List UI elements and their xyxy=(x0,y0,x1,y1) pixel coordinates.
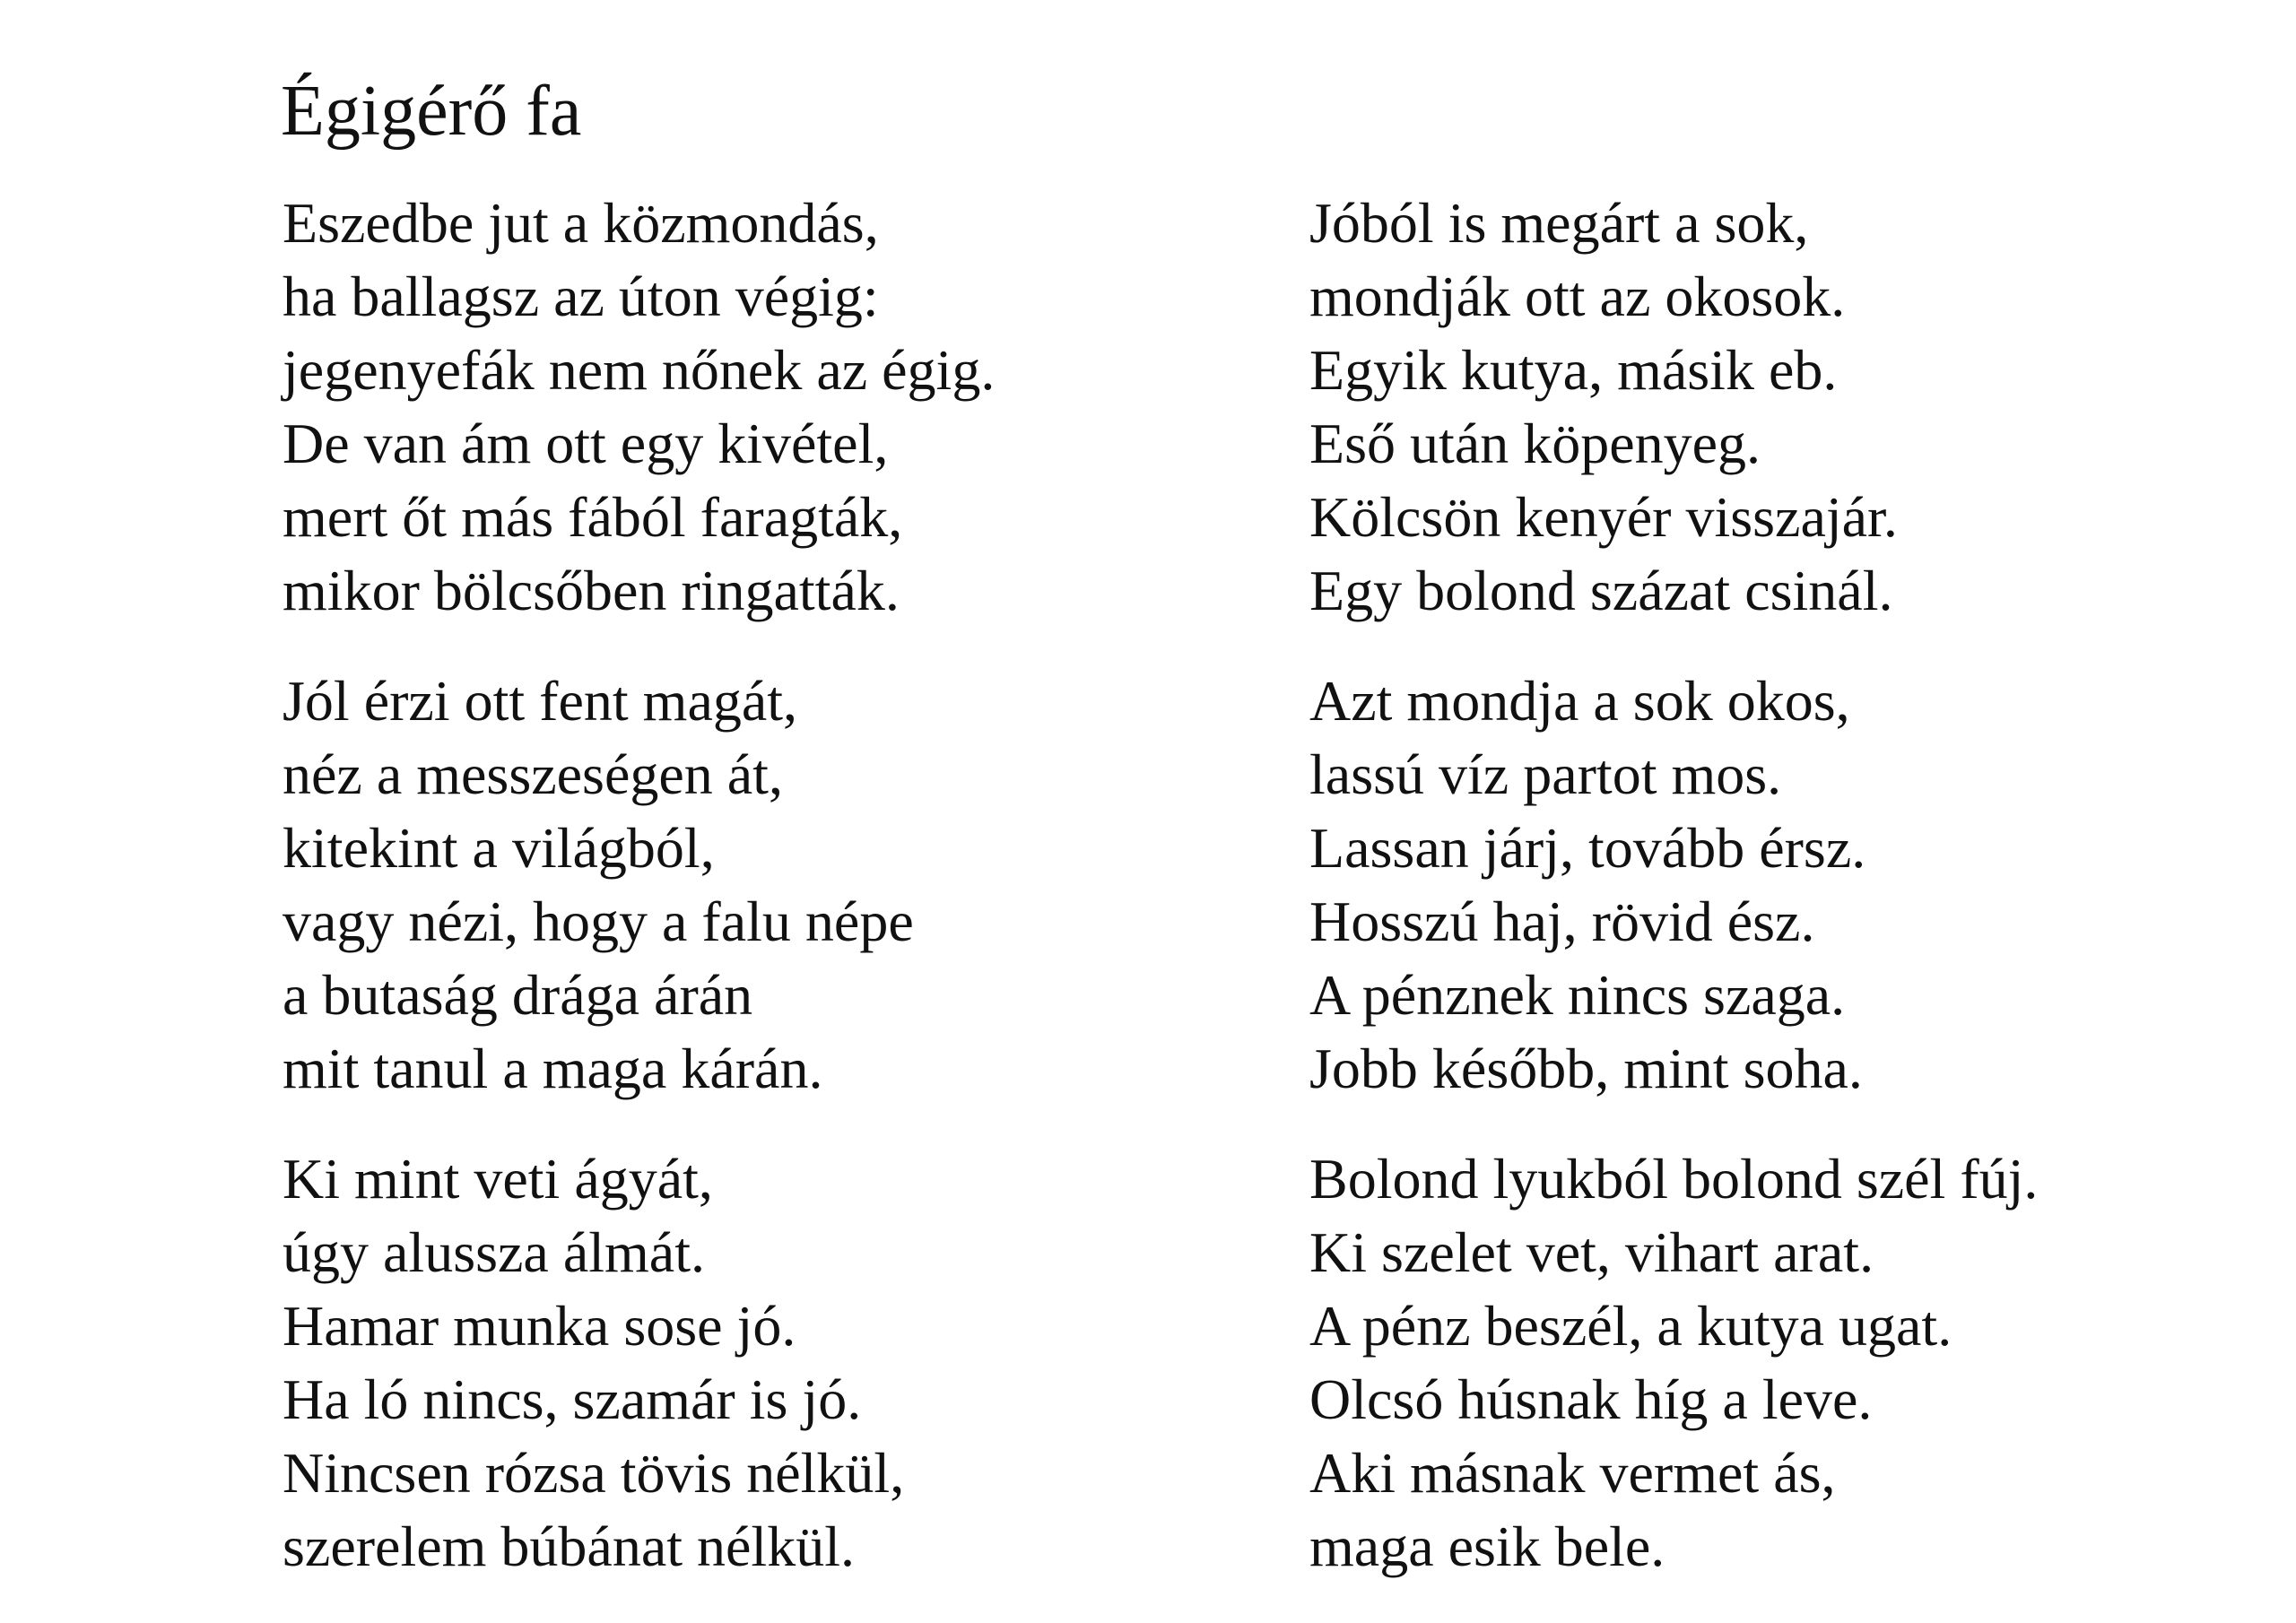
poem-line: A pénz beszél, a kutya ugat. xyxy=(1309,1294,1952,1358)
poem-line: mondják ott az okosok. xyxy=(1309,265,1846,328)
stanza-6 xyxy=(1309,1142,2038,1584)
poem-line: Azt mondja a sok okos, xyxy=(1309,669,1850,733)
stanza-1 xyxy=(283,187,995,628)
poem-line: Jobb később, mint soha. xyxy=(1309,1037,1863,1100)
stanza-3 xyxy=(283,1142,995,1584)
poem-line: Aki másnak vermet ás, xyxy=(1309,1441,1836,1505)
poem-line: ha ballagsz az úton végig: xyxy=(283,265,879,328)
poem-line: A pénznek nincs szaga. xyxy=(1309,963,1846,1027)
poem-line: Ha ló nincs, szamár is jó. xyxy=(283,1367,862,1431)
poem-line: Hosszú haj, rövid ész. xyxy=(1309,890,1815,953)
poem-line: mit tanul a maga kárán. xyxy=(283,1037,823,1100)
poem-line: Ki mint veti ágyát, xyxy=(283,1147,713,1211)
poem-line: Olcsó húsnak híg a leve. xyxy=(1309,1367,1873,1431)
poem-line: Eszedbe jut a közmondás, xyxy=(283,191,879,255)
poem-line: Kölcsön kenyér visszajár. xyxy=(1309,485,1898,549)
poem-line: mert őt más fából faragták, xyxy=(283,485,903,549)
poem-line: mikor bölcsőben ringatták. xyxy=(283,559,900,622)
poem-line: lassú víz partot mos. xyxy=(1309,742,1782,806)
stanza-4 xyxy=(1309,187,2038,628)
poem-line: úgy alussza álmát. xyxy=(283,1220,705,1284)
stanza-2 xyxy=(283,664,995,1106)
poem-line: Hamar munka sose jó. xyxy=(283,1294,796,1358)
poem-line: kitekint a világból, xyxy=(283,816,715,880)
poem-line: Ki szelet vet, vihart arat. xyxy=(1309,1220,1874,1284)
poem-line: De van ám ott egy kivétel, xyxy=(283,412,889,475)
poem-line: Egyik kutya, másik eb. xyxy=(1309,338,1838,402)
poem-line: Eső után köpenyeg. xyxy=(1309,412,1761,475)
poem-line: jegenyefák nem nőnek az égig. xyxy=(283,338,996,402)
poem-column-right xyxy=(1309,187,2038,1584)
poem-line: vagy nézi, hogy a falu népe xyxy=(283,890,914,953)
poem-line: a butaság drága árán xyxy=(283,963,753,1027)
poem-line: néz a messzeségen át, xyxy=(283,742,783,806)
poem-title: Égigérő fa xyxy=(281,72,582,151)
poem-column-left xyxy=(283,187,995,1584)
poem-line: szerelem búbánat nélkül. xyxy=(283,1515,855,1578)
poem-line: maga esik bele. xyxy=(1309,1515,1665,1578)
poem-line: Bolond lyukból bolond szél fúj. xyxy=(1309,1147,2039,1211)
stanza-5 xyxy=(1309,664,2038,1106)
poem-line: Lassan járj, tovább érsz. xyxy=(1309,816,1866,880)
poem-line: Egy bolond százat csinál. xyxy=(1309,559,1893,622)
poem-line: Nincsen rózsa tövis nélkül, xyxy=(283,1441,905,1505)
poem-line: Jóból is megárt a sok, xyxy=(1309,191,1809,255)
poem-line: Jól érzi ott fent magát, xyxy=(283,669,798,733)
